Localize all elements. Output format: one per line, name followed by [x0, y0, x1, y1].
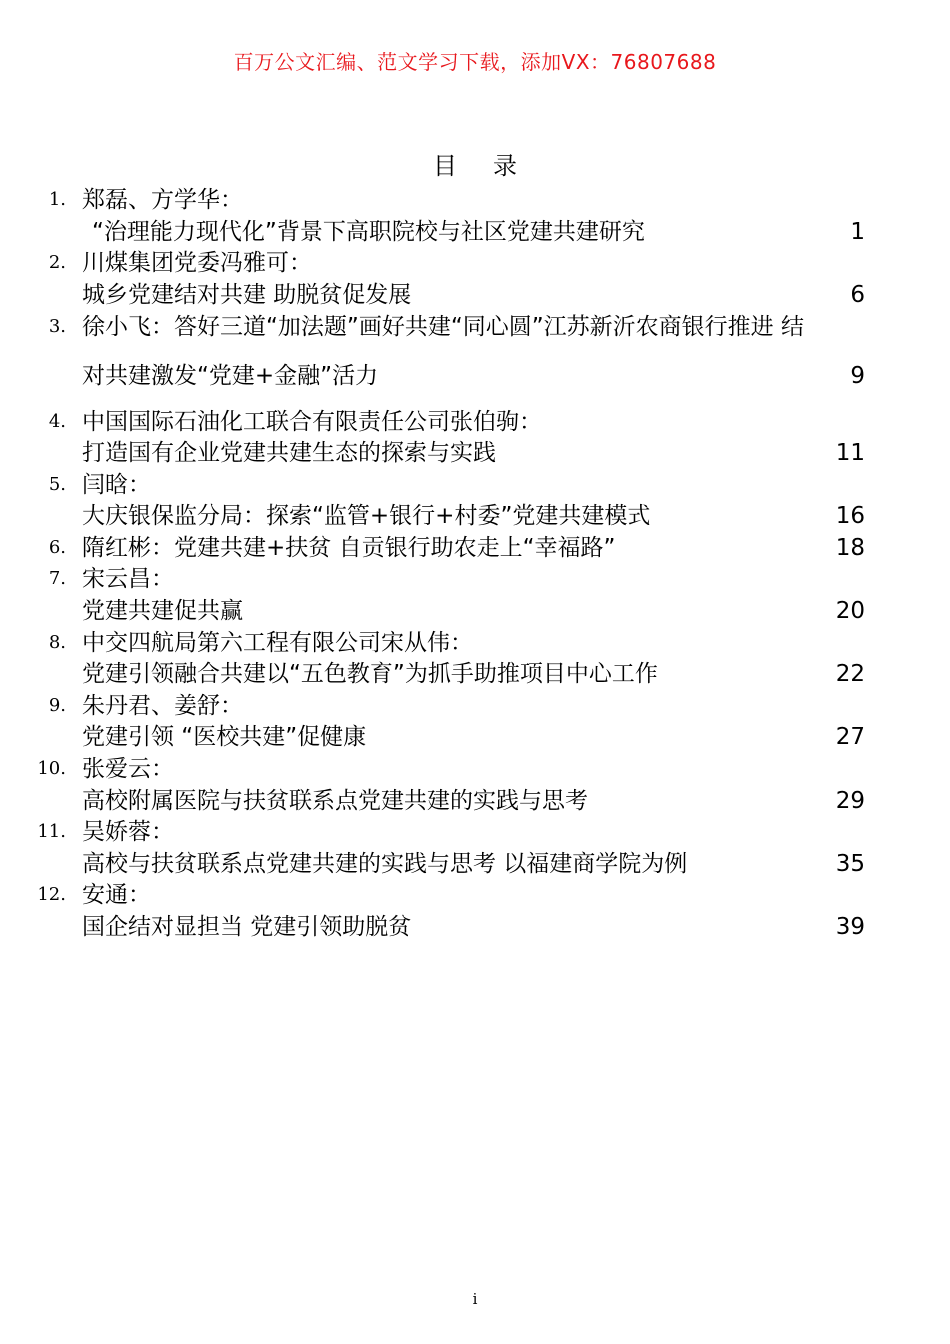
toc-entry-title: “治理能力现代化”背景下高职院校与社区党建共建研究 [92, 219, 645, 245]
toc-entry-9-title-line[interactable] [0, 721, 950, 753]
toc-entry-4-author-line [0, 406, 950, 438]
toc-entry-3-title-line[interactable] [0, 360, 950, 392]
toc-entry-6-line[interactable] [0, 532, 950, 564]
toc-entry-7-author-line [0, 563, 950, 595]
toc-entry-author: 川煤集团党委冯雅可： [82, 250, 312, 276]
toc-entry-page: 35 [835, 851, 865, 877]
toc-entry-page: 9 [850, 363, 865, 389]
toc-entry-12-author-line [0, 879, 950, 911]
toc-entry-author: 中国国际石油化工联合有限责任公司张伯驹： [82, 409, 542, 435]
toc-entry-author: 徐小飞：答好三道“加法题”画好共建“同心圆”江苏新沂农商银行推进 结 [82, 314, 804, 340]
toc-entry-number: 8. [48, 632, 66, 653]
toc-entry-author: 宋云昌： [82, 566, 174, 592]
toc-entry-number: 1. [48, 189, 66, 210]
toc-entry-page: 6 [850, 282, 865, 308]
toc-entry-author: 朱丹君、姜舒： [82, 693, 243, 719]
toc-entry-title: 党建引领融合共建以“五色教育”为抓手助推项目中心工作 [82, 661, 658, 687]
toc-entry-11-title-line[interactable] [0, 848, 950, 880]
toc-entry-number: 9. [48, 695, 66, 716]
toc-entry-title: 大庆银保监分局：探索“监管+银行+村委”党建共建模式 [82, 503, 651, 529]
toc-entry-page: 29 [835, 788, 865, 814]
toc-entry-12-title-line[interactable] [0, 911, 950, 943]
toc-entry-author: 中交四航局第六工程有限公司宋从伟： [82, 630, 473, 656]
toc-entry-title: 对共建激发“党建+金融”活力 [82, 363, 379, 389]
toc-entry-title: 打造国有企业党建共建生态的探索与实践 [82, 440, 496, 466]
toc-entry-title: 党建引领 “医校共建”促健康 [82, 724, 367, 750]
toc-entry-11-author-line [0, 816, 950, 848]
page-number-footer: i [472, 1290, 478, 1308]
toc-entry-9-author-line [0, 690, 950, 722]
toc-entry-number: 2. [48, 252, 66, 273]
toc-entry-number: 12. [37, 884, 66, 905]
toc-entry-page: 27 [835, 724, 865, 750]
toc-entry-number: 3. [48, 316, 66, 337]
toc-entry-page: 22 [835, 661, 865, 687]
toc-entry-10-author-line [0, 753, 950, 785]
toc-entry-title: 党建共建促共赢 [82, 598, 243, 624]
toc-entry-number: 7. [48, 568, 66, 589]
toc-entry-author: 安通： [82, 882, 151, 908]
toc-entry-5-author-line [0, 469, 950, 501]
toc-entry-1-title-line[interactable] [0, 216, 950, 248]
toc-entry-author: 张爱云： [82, 756, 174, 782]
toc-entry-author: 吴娇蓉： [82, 819, 174, 845]
toc-entry-number: 6. [48, 537, 66, 558]
toc-entry-page: 11 [835, 440, 865, 466]
toc-entry-8-author-line [0, 627, 950, 659]
toc-entry-2-title-line[interactable] [0, 279, 950, 311]
toc-entry-number: 4. [48, 411, 66, 432]
toc-title: 目录 [433, 152, 553, 180]
toc-entry-page: 1 [850, 219, 865, 245]
toc-entry-title: 高校附属医院与扶贫联系点党建共建的实践与思考 [82, 788, 588, 814]
toc-entry-author: 闫晗： [82, 472, 151, 498]
toc-entry-page: 18 [835, 535, 865, 561]
toc-entry-number: 10. [37, 758, 66, 779]
toc-entry-title: 城乡党建结对共建 助脱贫促发展 [82, 282, 412, 308]
toc-entry-4-title-line[interactable] [0, 437, 950, 469]
toc-entry-10-title-line[interactable] [0, 785, 950, 817]
toc-entry-number: 5. [48, 474, 66, 495]
toc-entry-author: 郑磊、方学华： [82, 187, 243, 213]
toc-entry-title: 国企结对显担当 党建引领助脱贫 [82, 914, 412, 940]
toc-entry-page: 16 [835, 503, 865, 529]
toc-entry-3-author-line [0, 311, 950, 343]
toc-entry-2-author-line [0, 247, 950, 279]
toc-entry-1-author-line [0, 184, 950, 216]
toc-entry-title: 高校与扶贫联系点党建共建的实践与思考 以福建商学院为例 [82, 851, 688, 877]
toc-entry-author: 隋红彬：党建共建+扶贫 自贡银行助农走上“幸福路” [82, 535, 616, 561]
toc-entry-page: 39 [835, 914, 865, 940]
toc-entry-8-title-line[interactable] [0, 658, 950, 690]
toc-entry-7-title-line[interactable] [0, 595, 950, 627]
toc-entry-5-title-line[interactable] [0, 500, 950, 532]
toc-entry-number: 11. [37, 821, 66, 842]
toc-entry-page: 20 [835, 598, 865, 624]
watermark-header: 百万公文汇编、范文学习下载，添加VX：76807688 [233, 50, 717, 74]
